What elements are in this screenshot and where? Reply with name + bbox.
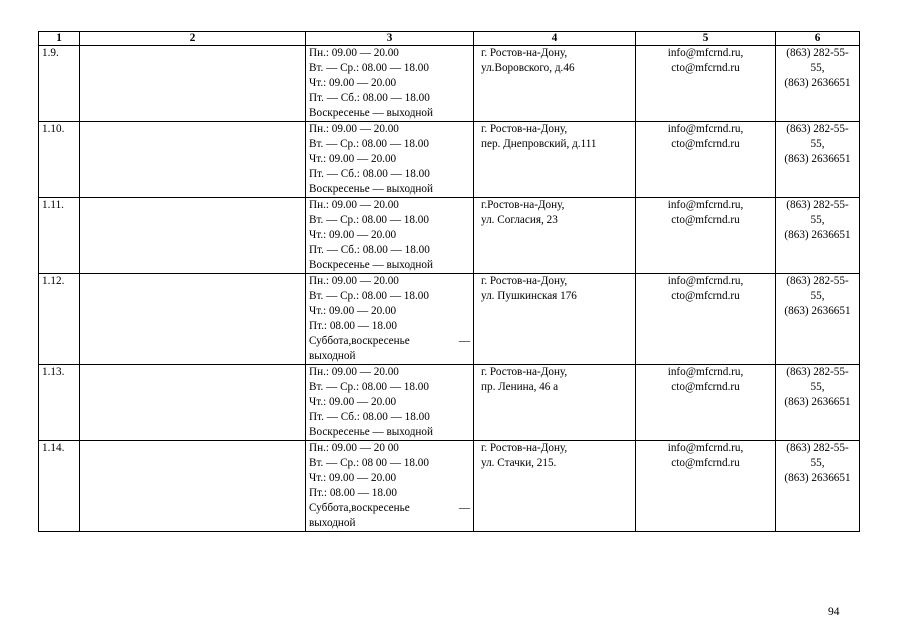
hours-line: Вт. — Ср.: 08 00 — 18.00 — [309, 457, 429, 469]
working-hours-cell — [306, 274, 474, 365]
address-cell — [474, 198, 636, 274]
email-line: cto@mfcrnd.ru — [671, 457, 740, 469]
address-line: г. Ростов-на-Дону, — [481, 123, 568, 135]
hours-line: Пн.: 09.00 — 20 00 — [309, 442, 399, 454]
phone-line: (863) 282-55- — [786, 275, 849, 287]
table-row — [39, 365, 860, 441]
email-line: info@mfcrnd.ru, — [667, 366, 744, 378]
phone-cell — [776, 274, 860, 365]
phone-cell — [776, 365, 860, 441]
hours-line: Суббота,воскресенье — — [309, 335, 470, 347]
phone-line: (863) 2636651 — [784, 77, 851, 89]
hours-line: Воскресенье — выходной — [309, 426, 433, 438]
email-line: info@mfcrnd.ru, — [667, 275, 744, 287]
address-cell — [474, 46, 636, 122]
email-line: cto@mfcrnd.ru — [671, 214, 740, 226]
table-row — [39, 122, 860, 198]
hours-line: Чт.: 09.00 — 20.00 — [309, 305, 397, 317]
phone-line: 55, — [810, 62, 825, 74]
hours-line: Воскресенье — выходной — [309, 183, 433, 195]
office-name-cell — [80, 198, 306, 274]
address-line: г. Ростов-на-Дону, — [481, 366, 568, 378]
email-cell — [636, 365, 776, 441]
phone-line: 55, — [810, 214, 825, 226]
page-number: 94 — [828, 606, 840, 618]
phone-line: 55, — [810, 457, 825, 469]
hours-line: Воскресенье — выходной — [309, 107, 433, 119]
working-hours-cell — [306, 198, 474, 274]
phone-line: (863) 2636651 — [784, 153, 851, 165]
office-name-cell — [80, 274, 306, 365]
address-cell — [474, 274, 636, 365]
row-number-cell: 1.10. — [39, 122, 80, 198]
hours-line: Чт.: 09.00 — 20.00 — [309, 229, 397, 241]
row-number-cell: 1.9. — [39, 46, 80, 122]
email-cell — [636, 198, 776, 274]
column-header-3: 3 — [306, 32, 474, 46]
hours-line: выходной — [309, 517, 356, 529]
email-line: info@mfcrnd.ru, — [667, 442, 744, 454]
table-row — [39, 441, 860, 532]
hours-line: Пт. — Сб.: 08.00 — 18.00 — [309, 244, 430, 256]
hours-line: Пн.: 09.00 — 20.00 — [309, 199, 399, 211]
phone-line: (863) 2636651 — [784, 472, 851, 484]
hours-line: Пт. — Сб.: 08.00 — 18.00 — [309, 168, 430, 180]
address-line: ул.Воровского, д.46 — [481, 62, 575, 74]
row-number-cell: 1.14. — [39, 441, 80, 532]
phone-line: (863) 2636651 — [784, 396, 851, 408]
email-line: info@mfcrnd.ru, — [667, 199, 744, 211]
phone-line: (863) 282-55- — [786, 366, 849, 378]
row-number-cell: 1.11. — [39, 198, 80, 274]
office-name-cell — [80, 365, 306, 441]
hours-line: Пн.: 09.00 — 20.00 — [309, 366, 399, 378]
address-line: г. Ростов-на-Дону, — [481, 275, 568, 287]
phone-line: (863) 2636651 — [784, 305, 851, 317]
hours-line: Вт. — Ср.: 08.00 — 18.00 — [309, 138, 429, 150]
email-cell — [636, 122, 776, 198]
column-header-2: 2 — [80, 32, 306, 46]
hours-line: Пт.: 08.00 — 18.00 — [309, 320, 397, 332]
hours-line: Вт. — Ср.: 08.00 — 18.00 — [309, 381, 429, 393]
email-line: cto@mfcrnd.ru — [671, 62, 740, 74]
address-line: пр. Ленина, 46 а — [481, 381, 559, 393]
office-name-cell — [80, 122, 306, 198]
address-line: пер. Днепровский, д.111 — [481, 138, 597, 150]
phone-cell — [776, 198, 860, 274]
table-row — [39, 198, 860, 274]
office-table — [38, 31, 860, 532]
hours-line: Вт. — Ср.: 08.00 — 18.00 — [309, 290, 429, 302]
phone-line: 55, — [810, 138, 825, 150]
phone-cell — [776, 441, 860, 532]
email-line: cto@mfcrnd.ru — [671, 381, 740, 393]
address-line: ул. Пушкинская 176 — [481, 290, 577, 302]
hours-line: Пт.: 08.00 — 18.00 — [309, 487, 397, 499]
phone-line: (863) 282-55- — [786, 199, 849, 211]
email-line: info@mfcrnd.ru, — [667, 47, 744, 59]
email-line: cto@mfcrnd.ru — [671, 138, 740, 150]
hours-line: Вт. — Ср.: 08.00 — 18.00 — [309, 62, 429, 74]
working-hours-cell — [306, 122, 474, 198]
row-number-cell: 1.12. — [39, 274, 80, 365]
email-line: info@mfcrnd.ru, — [667, 123, 744, 135]
header-row — [39, 32, 860, 46]
table-row — [39, 274, 860, 365]
working-hours-cell — [306, 441, 474, 532]
hours-line: Пн.: 09.00 — 20.00 — [309, 47, 399, 59]
row-number-cell: 1.13. — [39, 365, 80, 441]
email-cell — [636, 441, 776, 532]
column-header-4: 4 — [474, 32, 636, 46]
phone-line: (863) 282-55- — [786, 47, 849, 59]
hours-line: Пт. — Сб.: 08.00 — 18.00 — [309, 411, 430, 423]
phone-line: 55, — [810, 381, 825, 393]
hours-line: Пн.: 09.00 — 20.00 — [309, 123, 399, 135]
hours-line: выходной — [309, 350, 356, 362]
address-line: г. Ростов-на-Дону, — [481, 47, 568, 59]
address-line: г.Ростов-на-Дону, — [481, 199, 565, 211]
table-row — [39, 46, 860, 122]
phone-line: (863) 282-55- — [786, 123, 849, 135]
office-name-cell — [80, 46, 306, 122]
address-line: ул. Согласия, 23 — [481, 214, 558, 226]
hours-line: Чт.: 09.00 — 20.00 — [309, 153, 397, 165]
hours-line: Чт.: 09.00 — 20.00 — [309, 472, 397, 484]
email-cell — [636, 274, 776, 365]
hours-line: Чт.: 09.00 — 20.00 — [309, 396, 397, 408]
address-line: ул. Стачки, 215. — [481, 457, 557, 469]
phone-cell — [776, 46, 860, 122]
hours-line: Суббота,воскресенье — — [309, 502, 470, 514]
address-cell — [474, 441, 636, 532]
hours-line: Чт.: 09.00 — 20.00 — [309, 77, 397, 89]
column-header-1: 1 — [39, 32, 80, 46]
address-line: г. Ростов-на-Дону, — [481, 442, 568, 454]
address-cell — [474, 365, 636, 441]
column-header-5: 5 — [636, 32, 776, 46]
working-hours-cell — [306, 46, 474, 122]
phone-line: (863) 282-55- — [786, 442, 849, 454]
hours-line: Пн.: 09.00 — 20.00 — [309, 275, 399, 287]
phone-cell — [776, 122, 860, 198]
hours-line: Воскресенье — выходной — [309, 259, 433, 271]
phone-line: (863) 2636651 — [784, 229, 851, 241]
hours-line: Пт. — Сб.: 08.00 — 18.00 — [309, 92, 430, 104]
working-hours-cell — [306, 365, 474, 441]
column-header-6: 6 — [776, 32, 860, 46]
phone-line: 55, — [810, 290, 825, 302]
email-cell — [636, 46, 776, 122]
address-cell — [474, 122, 636, 198]
hours-line: Вт. — Ср.: 08.00 — 18.00 — [309, 214, 429, 226]
email-line: cto@mfcrnd.ru — [671, 290, 740, 302]
office-name-cell — [80, 441, 306, 532]
